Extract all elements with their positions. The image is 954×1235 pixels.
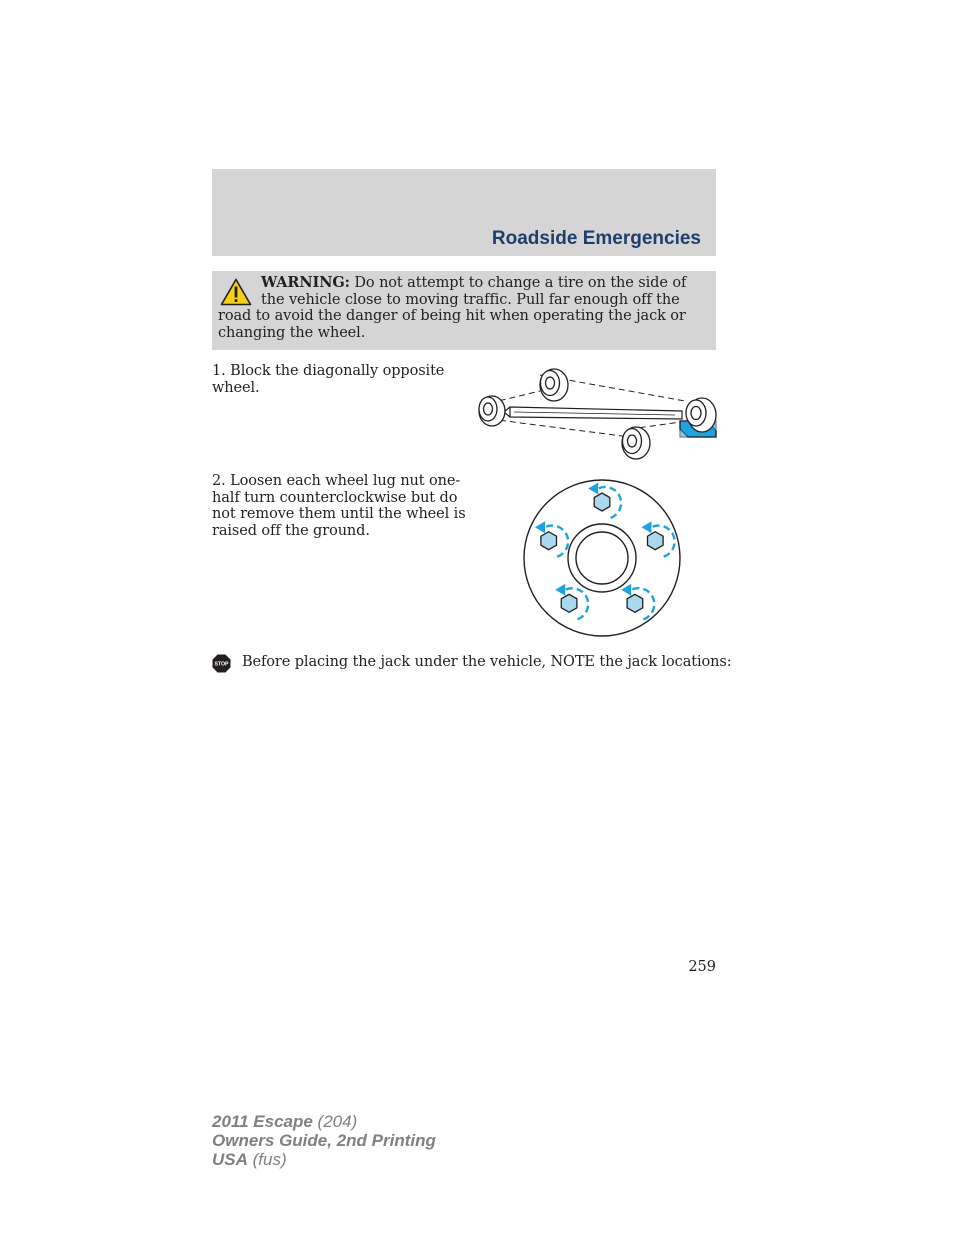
page-number: 259 (688, 959, 716, 975)
note-text: Before placing the jack under the vehicle, NOTE the jack locations: (242, 654, 732, 670)
wheel-blocked (680, 398, 716, 437)
step-1-text: 1. Block the diagonally opposite wheel. (212, 363, 445, 396)
warning-text (218, 275, 706, 341)
diagonal-wheels-illustration (470, 363, 720, 463)
lug-nut-2 (648, 532, 664, 550)
footer-market: USA (212, 1150, 248, 1169)
footer-market-code: (fus) (247, 1150, 287, 1169)
lug-nut-1 (594, 493, 610, 511)
warning-box (212, 271, 716, 350)
wheel-top (540, 369, 568, 401)
footer-model: 2011 Escape (212, 1112, 313, 1131)
lug-nut-4 (561, 594, 577, 612)
stop-icon (212, 654, 231, 673)
wheel-bottom (622, 427, 650, 459)
stop-icon-label: STOP (214, 661, 229, 668)
wheel-left (479, 396, 505, 426)
header-band (212, 169, 716, 256)
footer-line-1 (212, 1112, 612, 1131)
footer (212, 1112, 612, 1169)
footer-model-code: (204) (312, 1112, 358, 1131)
lug-nut-5 (541, 532, 557, 550)
warning-body: Do not attempt to change a tire on the side of the vehicle close to moving traffic. Pull far enough off the road to avoid the danger of being hit when operating the jack or changing the wheel. (218, 275, 687, 341)
warning-label: WARNING: (261, 274, 350, 291)
section-title: Roadside Emergencies (491, 228, 701, 249)
footer-line-2: Owners Guide, 2nd Printing (212, 1131, 436, 1150)
step-2-text: 2. Loosen each wheel lug nut one-half turn counterclockwise but do not remove them until the wheel is raised off the ground. (212, 473, 466, 539)
lug-nut-3 (627, 594, 643, 612)
lug-nut-pattern-illustration (518, 474, 686, 642)
footer-line-3 (212, 1150, 612, 1169)
